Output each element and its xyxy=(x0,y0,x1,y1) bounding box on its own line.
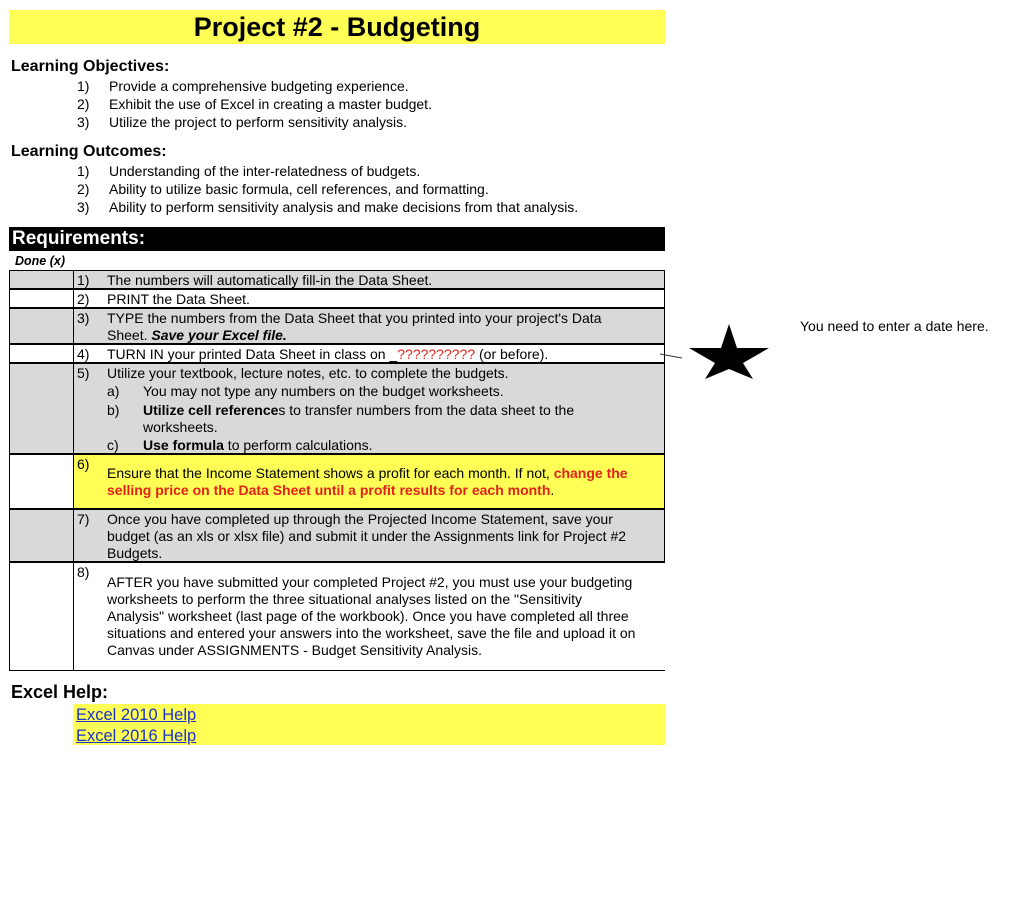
req-number: 2) xyxy=(77,291,90,307)
callout-line xyxy=(660,354,682,358)
req-text-line2: Sheet. Save your Excel file. xyxy=(107,327,287,343)
req-text: AFTER you have submitted your completed Project #2, you must use your budgeting xyxy=(107,574,633,590)
done-cell-7[interactable] xyxy=(10,510,74,561)
sub-item-text: Use formula to perform calculations. xyxy=(143,437,373,453)
done-cell-8[interactable] xyxy=(10,563,74,670)
done-cell-6[interactable] xyxy=(10,455,74,508)
requirement-row-6 xyxy=(9,454,665,509)
req-number: 4) xyxy=(77,346,90,362)
requirement-row-7 xyxy=(9,509,665,562)
req-number: 3) xyxy=(77,310,90,326)
sub-item-letter: a) xyxy=(107,383,120,399)
date-placeholder: ?????????? xyxy=(397,346,476,362)
done-cell-1[interactable] xyxy=(10,271,74,288)
req-text: TURN IN your printed Data Sheet in class on _?????????? (or before). xyxy=(107,346,549,362)
done-column-label: Done (x) xyxy=(15,254,65,268)
sub-item-text: You may not type any numbers on the budget worksheets. xyxy=(143,383,504,399)
objective-item-1: 1) Provide a comprehensive budgeting experience. xyxy=(77,78,409,94)
done-cell-3[interactable] xyxy=(10,309,74,343)
excel-help-heading: Excel Help: xyxy=(11,682,109,702)
req-number: 6) xyxy=(77,456,90,472)
req-number: 1) xyxy=(77,272,90,288)
objective-item-3: 3) Utilize the project to perform sensitivity analysis. xyxy=(77,114,407,130)
req-text: budget (as an xls or xlsx file) and submit it under the Assignments link for Project #2 xyxy=(107,528,627,544)
excel-2016-help-link[interactable]: Excel 2016 Help xyxy=(76,727,197,745)
req-number: 5) xyxy=(77,365,90,381)
requirement-row-4 xyxy=(9,344,665,363)
req-text: The numbers will automatically fill-in the Data Sheet. xyxy=(107,272,433,288)
req-text: Canvas under ASSIGNMENTS - Budget Sensitivity Analysis. xyxy=(107,642,483,658)
star-icon xyxy=(689,324,769,379)
req-text: Ensure that the Income Statement shows a profit for each month. If not, change the xyxy=(107,465,628,481)
requirement-row-2 xyxy=(9,289,665,308)
req-text: Analysis" worksheet (last page of the workbook). Once you have completed all three xyxy=(107,608,629,624)
objectives-heading: Learning Objectives: xyxy=(11,58,170,75)
req-text: TYPE the numbers from the Data Sheet that you printed into your project's Data xyxy=(107,310,602,326)
outcome-item-1: 1) Understanding of the inter-relatedness of budgets. xyxy=(77,163,421,179)
requirement-row-3 xyxy=(9,308,665,344)
callout-graphic xyxy=(660,318,780,388)
req-text: Once you have completed up through the Projected Income Statement, save your xyxy=(107,511,613,527)
outcome-item-3: 3) Ability to perform sensitivity analysis and make decisions from that analysis. xyxy=(77,199,579,215)
sub-item-text: worksheets. xyxy=(143,419,218,435)
excel-2010-help-link[interactable]: Excel 2010 Help xyxy=(76,706,197,724)
done-cell-2[interactable] xyxy=(10,290,74,307)
req-text: worksheets to perform the three situational analyses listed on the "Sensitivity xyxy=(107,591,582,607)
date-note: You need to enter a date here. xyxy=(800,318,989,334)
req-text-line2: selling price on the Data Sheet until a profit results for each month. xyxy=(107,482,555,498)
req-text: situations and entered your answers into the worksheet, save the file and upload it on xyxy=(107,625,636,641)
outcome-item-2: 2) Ability to utilize basic formula, cell references, and formatting. xyxy=(77,181,489,197)
page-title: Project #2 - Budgeting xyxy=(9,10,665,44)
requirement-row-5 xyxy=(9,363,665,454)
objective-item-2: 2) Exhibit the use of Excel in creating a master budget. xyxy=(77,96,432,112)
done-cell-5[interactable] xyxy=(10,364,74,453)
sub-item-letter: c) xyxy=(107,437,119,453)
req-number: 8) xyxy=(77,564,90,580)
sub-item-text: Utilize cell references to transfer numbers from the data sheet to the xyxy=(143,402,575,418)
sub-item-letter: b) xyxy=(107,402,120,418)
outcomes-heading: Learning Outcomes: xyxy=(11,143,167,160)
done-cell-4[interactable] xyxy=(10,345,74,362)
req-text: Utilize your textbook, lecture notes, etc. to complete the budgets. xyxy=(107,365,509,381)
req-text: Budgets. xyxy=(107,545,163,561)
requirement-row-8 xyxy=(9,562,665,671)
requirements-heading: Requirements: xyxy=(9,227,665,251)
req-number: 7) xyxy=(77,511,90,527)
requirement-row-1 xyxy=(9,270,665,289)
req-text: PRINT the Data Sheet. xyxy=(107,291,250,307)
